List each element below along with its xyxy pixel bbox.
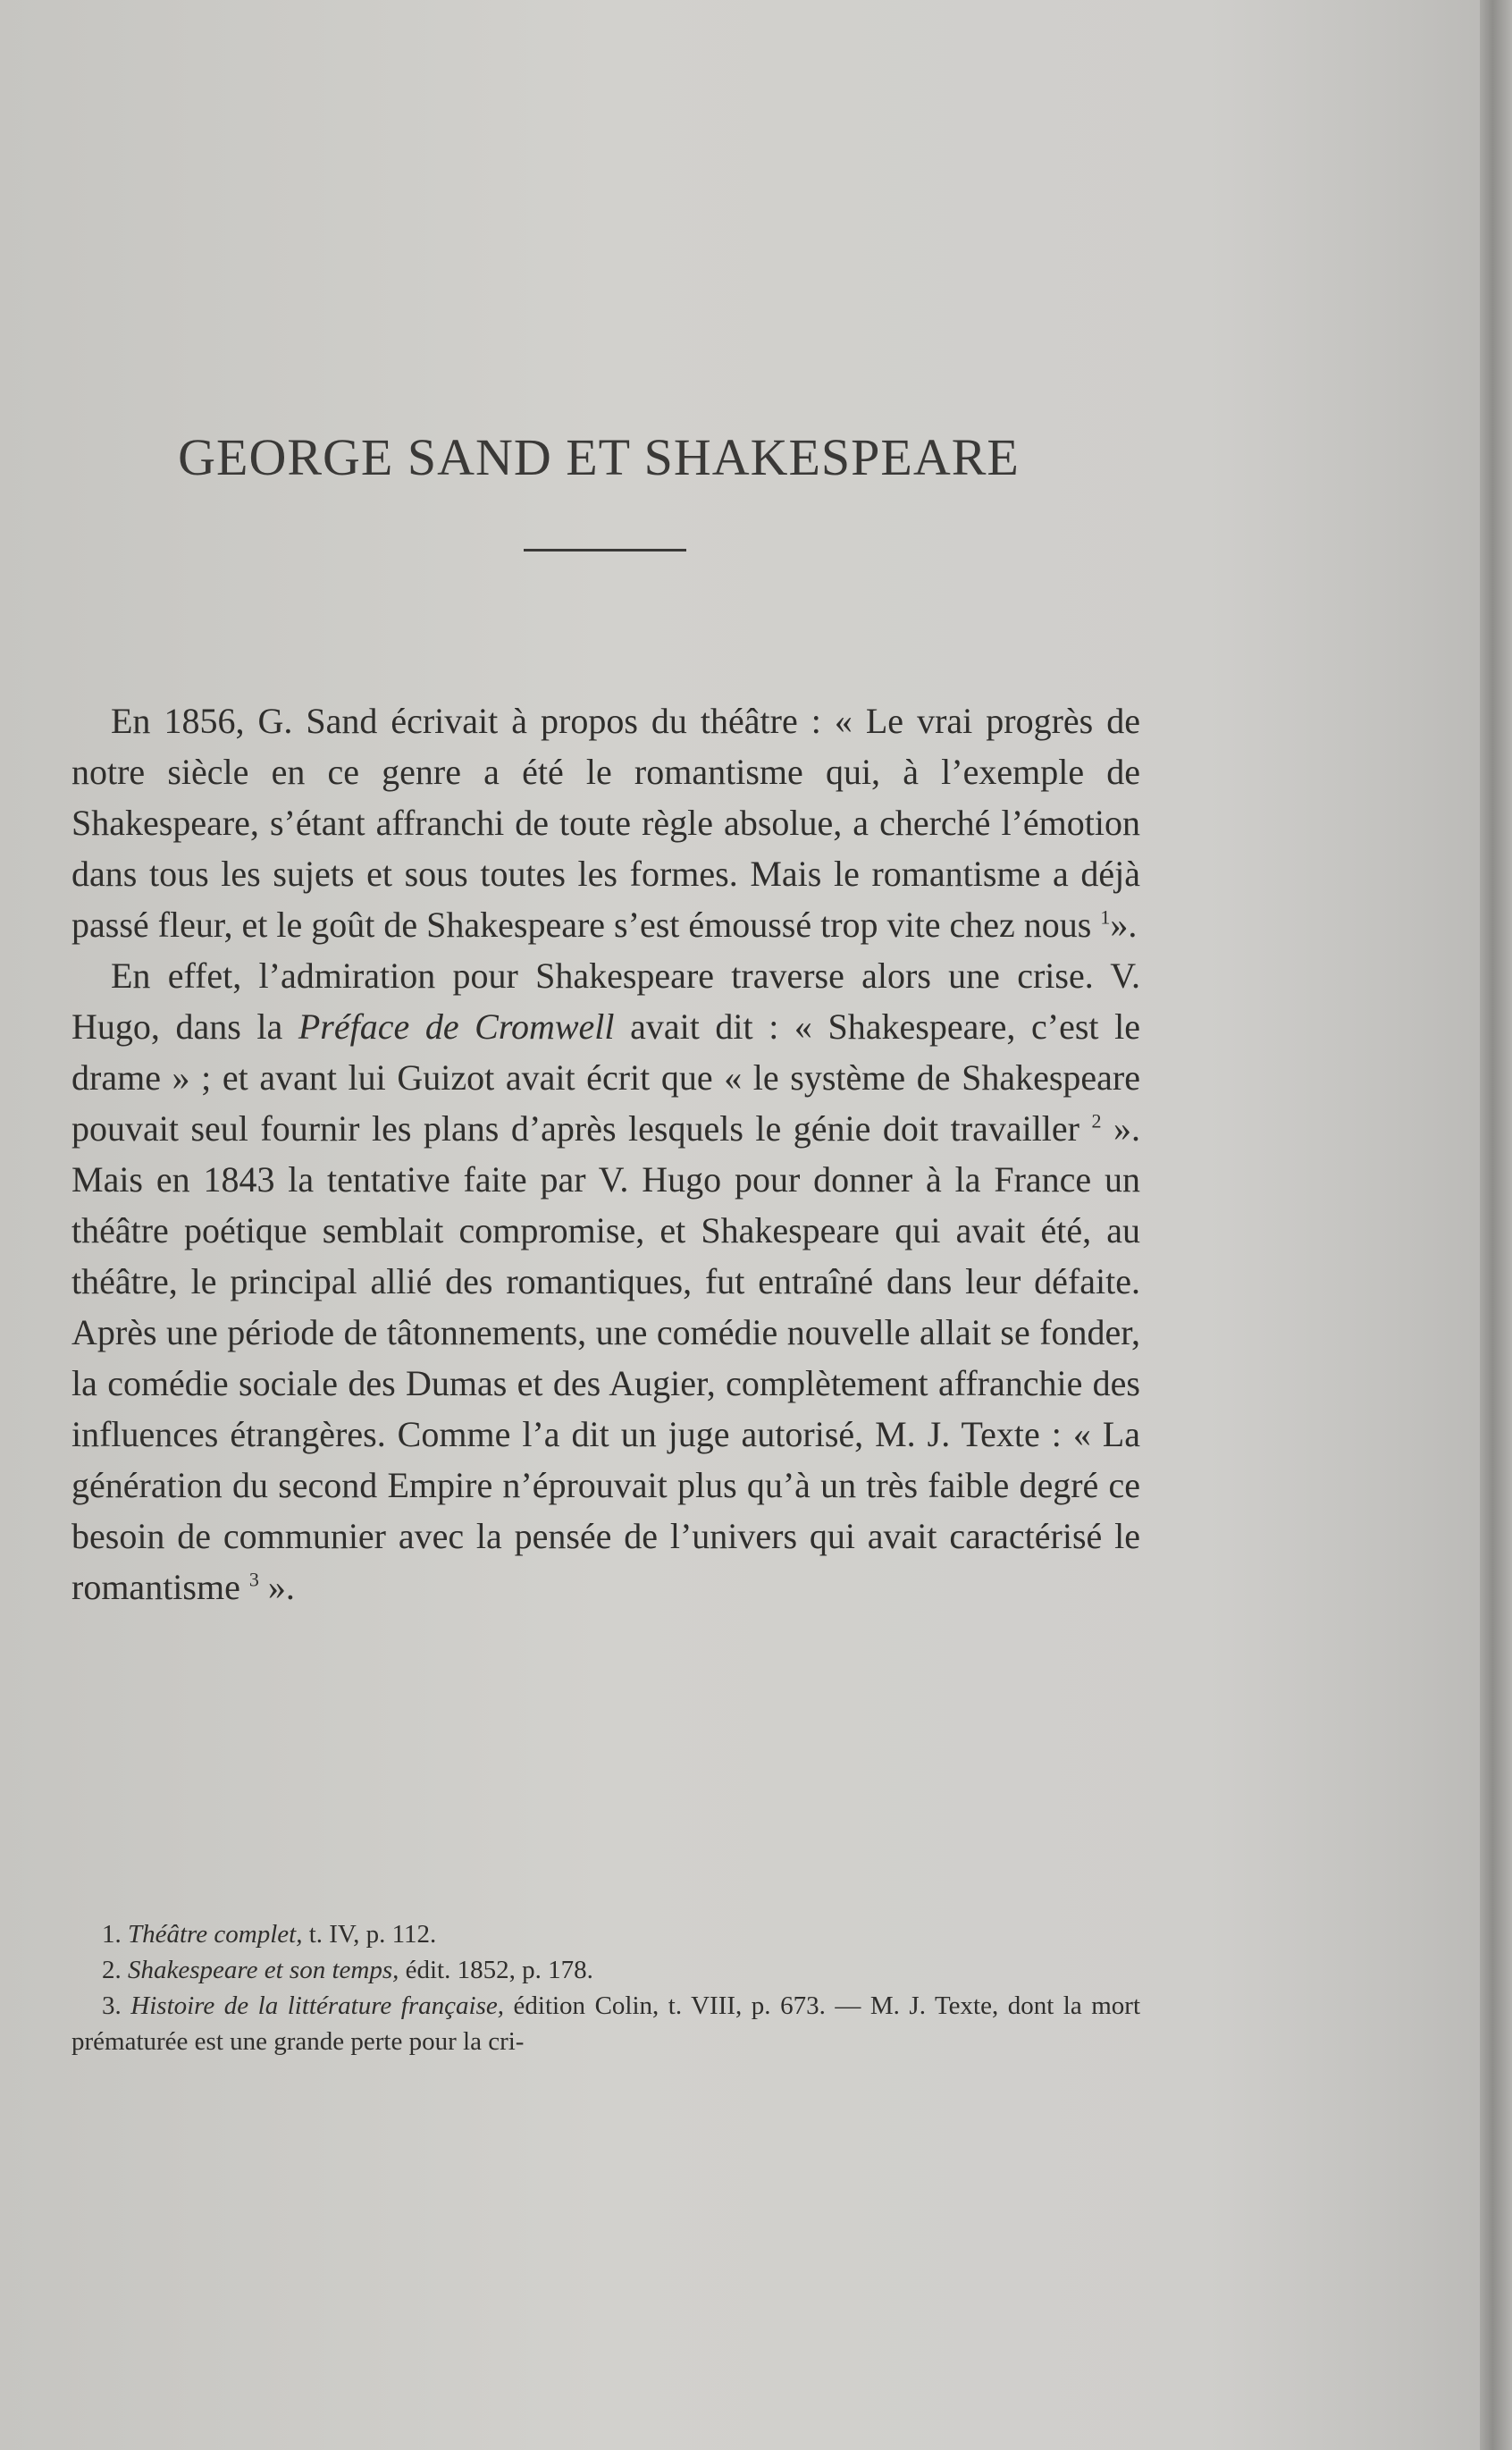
footnote-text: édit. 1852, p. 178. bbox=[405, 1956, 593, 1984]
footnote-1 bbox=[71, 1916, 1140, 1952]
footnote-number: 1. bbox=[102, 1920, 122, 1949]
footnote-ref-1: 1 bbox=[1100, 905, 1111, 929]
footnote-work-title: Histoire de la littérature française, bbox=[130, 1991, 504, 2020]
paragraph-1-end: ». bbox=[1110, 905, 1138, 945]
paragraph-2-text-a: En effet, l’admiration pour Shakespeare traverse alors une crise. V. Hugo, dans la bbox=[71, 956, 1140, 1047]
body-text bbox=[71, 695, 1140, 1612]
footnote-3 bbox=[71, 1988, 1140, 2059]
footnote-text: t. IV, p. 112. bbox=[308, 1920, 437, 1949]
paragraph-1-text: En 1856, G. Sand écrivait à propos du théâtre : « Le vrai progrès de notre siècle en ce genre a été le romantisme qui, à l’exemple de Shakespeare, s’étant affranchi de toute règle absolue, a cherché l’émotion dans tous les sujets et sous toutes les formes. Mais le romantisme a déjà passé fleur, et le goût de Shakespeare s’est émoussé trop vite chez nous bbox=[71, 701, 1140, 945]
paragraph-1 bbox=[71, 695, 1140, 950]
italic-work-title: Préface de Cromwell bbox=[298, 1006, 615, 1047]
footnote-number: 3. bbox=[102, 1991, 122, 2020]
paragraph-2-text-b: avait dit : « Shakespeare, c’est le drame » ; et avant lui Guizot avait écrit que « le système de Shakespeare pouvait seul fournir les plans d’après lesquels le génie doit travailler bbox=[71, 1006, 1140, 1149]
paragraph-2-end: ». bbox=[267, 1567, 295, 1607]
paragraph-2-text-c: ». Mais en 1843 la tentative faite par V. Hugo pour donner à la France un théâtre poétique semblait compromise, et Shakespeare qui avait été, au théâtre, le principal allié des romantiques, fut entraîné dans leur défaite. Après une période de tâtonnements, une comédie nouvelle allait se fonder, la comédie sociale des Dumas et des Augier, complètement affranchie des influences étrangères. Comme l’a dit un juge autorisé, M. J. Texte : « La génération du second Empire n’éprouvait plus qu’à un très faible degré ce besoin de communier avec la pensée de l’univers qui avait caractérisé le romantisme bbox=[71, 1108, 1140, 1607]
footnote-work-title: Shakespeare et son temps, bbox=[128, 1956, 399, 1984]
footnote-work-title: Théâtre complet, bbox=[128, 1920, 303, 1949]
page-binding-edge bbox=[1480, 0, 1512, 2450]
footnote-text: édition Colin, t. VIII, p. 673. — M. J. Texte, dont la mort prématurée est une grande perte pour la cri- bbox=[71, 1991, 1141, 2056]
footnote-ref-3: 3 bbox=[248, 1568, 259, 1591]
footnote-number: 2. bbox=[102, 1956, 122, 1984]
title-rule bbox=[524, 549, 686, 551]
paragraph-2 bbox=[71, 950, 1140, 1612]
footnote-2 bbox=[71, 1952, 1140, 1988]
chapter-title: GEORGE SAND ET SHAKESPEARE bbox=[178, 428, 1020, 486]
footnote-ref-2: 2 bbox=[1091, 1109, 1102, 1132]
footnotes bbox=[71, 1916, 1140, 2059]
